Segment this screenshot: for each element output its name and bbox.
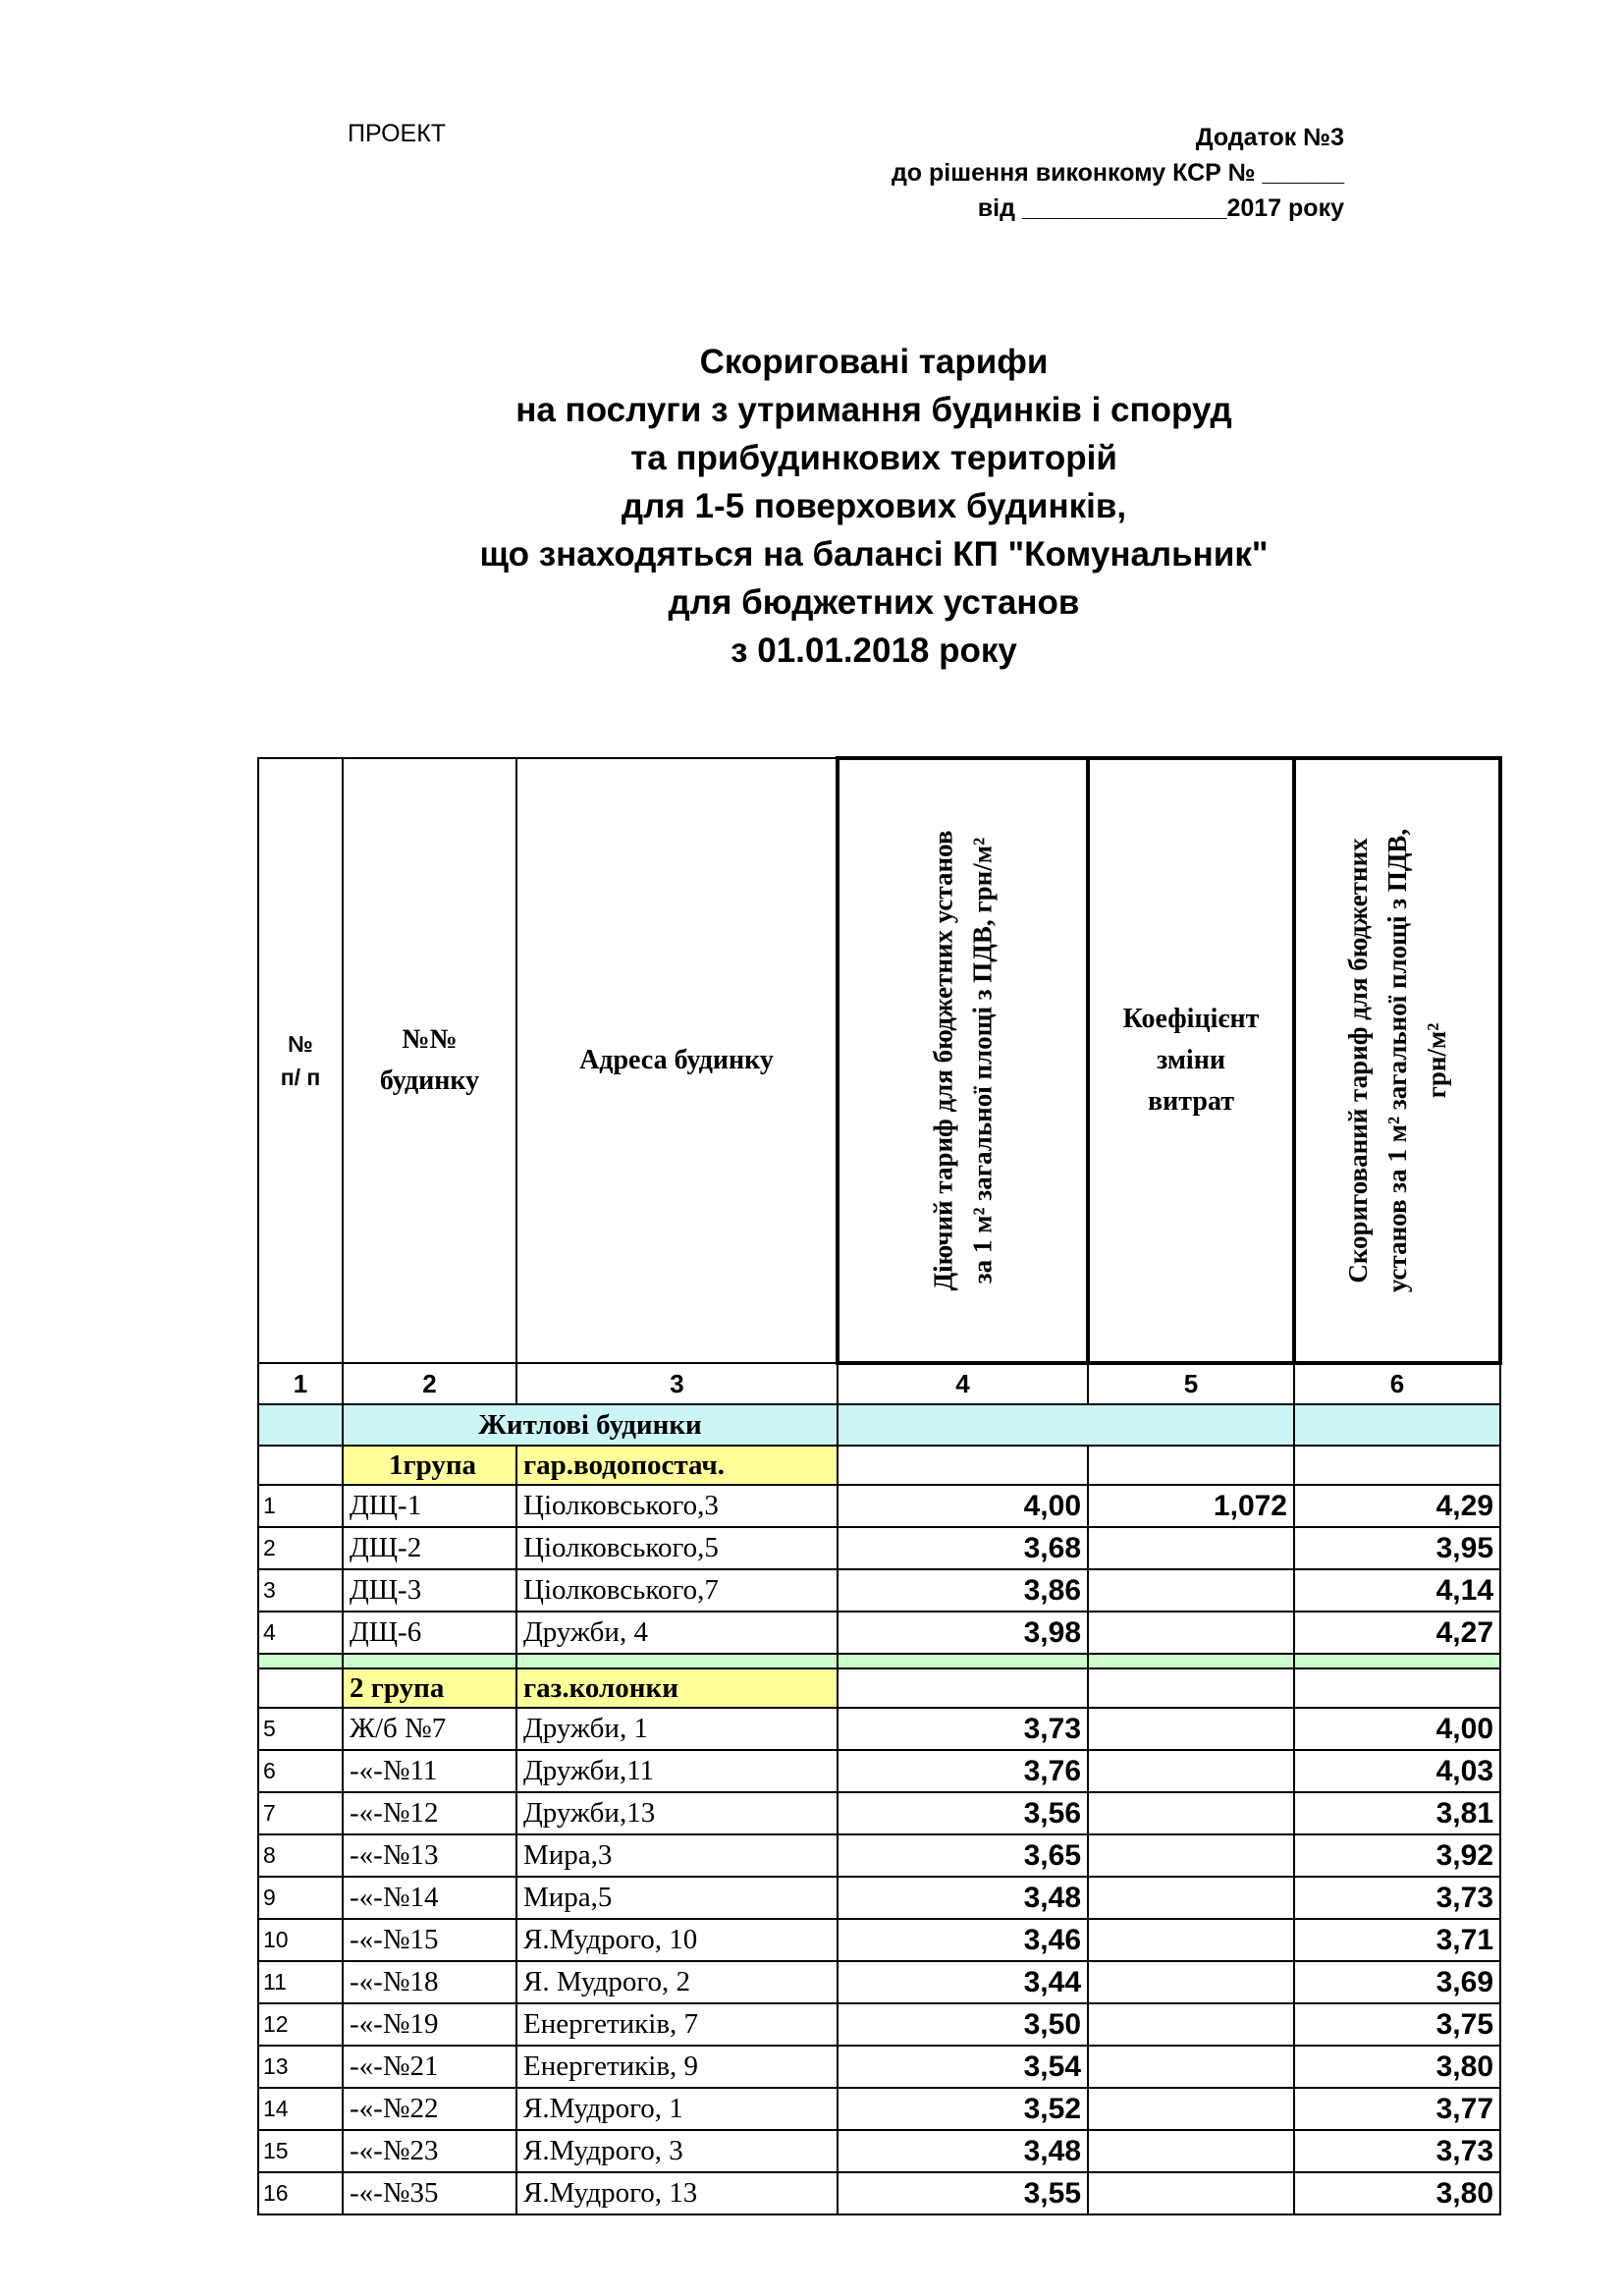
current-tariff-cell: 3,65 <box>838 1834 1088 1877</box>
title-line-3: та прибудинкових територій <box>630 439 1117 477</box>
address-cell: Я.Мудрого, 10 <box>516 1919 838 1961</box>
row-number-cell: 6 <box>258 1750 343 1792</box>
header-adjusted-tariff-line1: Скоригований тариф для бюджетних <box>1343 838 1374 1284</box>
house-number-cell: ДЩ-3 <box>343 1569 516 1612</box>
current-tariff-cell: 3,73 <box>838 1708 1088 1750</box>
table-row <box>258 1877 1500 1919</box>
coefficient-cell <box>1088 1612 1294 1654</box>
house-number-cell: -«-№15 <box>343 1919 516 1961</box>
house-number-cell: ДЩ-2 <box>343 1527 516 1569</box>
current-tariff-cell: 3,52 <box>838 2088 1088 2130</box>
address-cell: Я.Мудрого, 1 <box>516 2088 838 2130</box>
address-cell: Дружби, 4 <box>516 1612 838 1654</box>
header-house-number <box>343 758 516 1363</box>
column-number: 1 <box>258 1363 343 1404</box>
header-row-number-line1: № <box>288 1031 313 1057</box>
current-tariff-cell: 3,55 <box>838 2172 1088 2214</box>
table-row <box>258 1527 1500 1569</box>
adjusted-tariff-cell: 3,95 <box>1294 1527 1500 1569</box>
header-coefficient-line1: Коефіцієнт <box>1122 1004 1260 1034</box>
draft-label: ПРОЕКТ <box>348 120 447 147</box>
address-cell: Ціолковського,3 <box>516 1485 838 1527</box>
table-row <box>258 1612 1500 1654</box>
header-current-tariff-line1: Діючий тариф для бюджетних установ <box>928 830 958 1291</box>
title-line-2: на послуги з утримання будинків і споруд <box>515 391 1232 429</box>
coefficient-cell <box>1088 1708 1294 1750</box>
appendix-reference <box>755 120 1344 226</box>
adjusted-tariff-cell: 3,77 <box>1294 2088 1500 2130</box>
table-row <box>258 1569 1500 1612</box>
adjusted-tariff-cell: 3,80 <box>1294 2172 1500 2214</box>
address-cell: Дружби,13 <box>516 1792 838 1834</box>
row-number-cell: 7 <box>258 1792 343 1834</box>
table-row <box>258 1961 1500 2003</box>
row-number-cell: 12 <box>258 2003 343 2046</box>
group-row <box>258 1446 1500 1485</box>
table-header-row <box>258 758 1500 1363</box>
coefficient-cell <box>1088 1750 1294 1792</box>
document-title <box>0 338 1624 675</box>
adjusted-tariff-cell: 3,75 <box>1294 2003 1500 2046</box>
adjusted-tariff-cell: 3,71 <box>1294 1919 1500 1961</box>
coefficient-cell: 1,072 <box>1088 1485 1294 1527</box>
house-number-cell: -«-№13 <box>343 1834 516 1877</box>
table-row <box>258 2088 1500 2130</box>
group-separator-row <box>258 1654 1500 1668</box>
house-number-cell: -«-№12 <box>343 1792 516 1834</box>
coefficient-cell <box>1088 1792 1294 1834</box>
column-number: 3 <box>516 1363 838 1404</box>
adjusted-tariff-cell: 3,80 <box>1294 2046 1500 2088</box>
tariff-table <box>257 756 1502 2215</box>
address-cell: Ціолковського,5 <box>516 1527 838 1569</box>
current-tariff-cell: 3,44 <box>838 1961 1088 2003</box>
header-coefficient-line3: витрат <box>1148 1086 1234 1117</box>
header-row-number-line2: п/ п <box>280 1065 321 1090</box>
row-number-cell: 14 <box>258 2088 343 2130</box>
current-tariff-cell: 3,86 <box>838 1569 1088 1612</box>
adjusted-tariff-cell: 4,29 <box>1294 1485 1500 1527</box>
table-row <box>258 2130 1500 2172</box>
current-tariff-cell: 4,00 <box>838 1485 1088 1527</box>
row-number-cell: 9 <box>258 1877 343 1919</box>
column-number-row <box>258 1363 1500 1404</box>
title-line-4: для 1-5 поверхових будинків, <box>621 487 1127 525</box>
address-cell: Ціолковського,7 <box>516 1569 838 1612</box>
house-number-cell: -«-№35 <box>343 2172 516 2214</box>
header-house-number-line2: будинку <box>379 1066 480 1096</box>
row-number-cell: 16 <box>258 2172 343 2214</box>
header-coefficient-line2: зміни <box>1157 1045 1225 1075</box>
table-row <box>258 1708 1500 1750</box>
row-number-cell: 11 <box>258 1961 343 2003</box>
header-adjusted-tariff-line3: грн/м² <box>1422 1022 1452 1099</box>
table-row <box>258 2172 1500 2214</box>
adjusted-tariff-cell: 3,73 <box>1294 1877 1500 1919</box>
table-row <box>258 2003 1500 2046</box>
address-cell: Енергетиків, 9 <box>516 2046 838 2088</box>
address-cell: Дружби,11 <box>516 1750 838 1792</box>
column-number: 6 <box>1294 1363 1500 1404</box>
adjusted-tariff-cell: 3,92 <box>1294 1834 1500 1877</box>
current-tariff-cell: 3,50 <box>838 2003 1088 2046</box>
appendix-decision: до рішення виконкому КСР № ______ <box>891 159 1344 187</box>
header-current-tariff-line2: за 1 м² загальної площі з ПДВ, грн/м² <box>967 837 998 1285</box>
address-cell: Дружби, 1 <box>516 1708 838 1750</box>
table-row <box>258 2046 1500 2088</box>
current-tariff-cell: 3,68 <box>838 1527 1088 1569</box>
header-address-label: Адреса будинку <box>579 1045 774 1075</box>
coefficient-cell <box>1088 1569 1294 1612</box>
coefficient-cell <box>1088 2130 1294 2172</box>
coefficient-cell <box>1088 1527 1294 1569</box>
current-tariff-cell: 3,54 <box>838 2046 1088 2088</box>
title-line-5: що знаходяться на балансі КП "Комунальник" <box>479 535 1269 574</box>
row-number-cell: 13 <box>258 2046 343 2088</box>
appendix-number: Додаток №3 <box>1195 124 1344 151</box>
house-number-cell: Ж/б №7 <box>343 1708 516 1750</box>
title-line-6: для бюджетних установ <box>668 583 1080 622</box>
row-number-cell: 1 <box>258 1485 343 1527</box>
table-row <box>258 1919 1500 1961</box>
adjusted-tariff-cell: 4,27 <box>1294 1612 1500 1654</box>
group-type: газ.колонки <box>516 1668 838 1708</box>
adjusted-tariff-cell: 3,81 <box>1294 1792 1500 1834</box>
column-number: 5 <box>1088 1363 1294 1404</box>
row-number-cell: 15 <box>258 2130 343 2172</box>
header-adjusted-tariff <box>1294 758 1500 1363</box>
house-number-cell: -«-№18 <box>343 1961 516 2003</box>
table-row <box>258 1485 1500 1527</box>
group-type: гар.водопостач. <box>516 1446 838 1485</box>
row-number-cell: 8 <box>258 1834 343 1877</box>
row-number-cell: 2 <box>258 1527 343 1569</box>
column-number: 2 <box>343 1363 516 1404</box>
appendix-date: від _______________2017 року <box>977 194 1344 222</box>
header-cost-coefficient <box>1088 758 1294 1363</box>
table-row <box>258 1834 1500 1877</box>
header-house-number-line1: №№ <box>402 1024 458 1055</box>
address-cell: Я.Мудрого, 3 <box>516 2130 838 2172</box>
row-number-cell: 4 <box>258 1612 343 1654</box>
current-tariff-cell: 3,46 <box>838 1919 1088 1961</box>
coefficient-cell <box>1088 2003 1294 2046</box>
current-tariff-cell: 3,98 <box>838 1612 1088 1654</box>
adjusted-tariff-cell: 3,73 <box>1294 2130 1500 2172</box>
coefficient-cell <box>1088 2172 1294 2214</box>
address-cell: Я. Мудрого, 2 <box>516 1961 838 2003</box>
coefficient-cell <box>1088 1961 1294 2003</box>
house-number-cell: -«-№19 <box>343 2003 516 2046</box>
current-tariff-cell: 3,48 <box>838 1877 1088 1919</box>
house-number-cell: ДЩ-1 <box>343 1485 516 1527</box>
house-number-cell: -«-№21 <box>343 2046 516 2088</box>
adjusted-tariff-cell: 4,14 <box>1294 1569 1500 1612</box>
coefficient-cell <box>1088 1877 1294 1919</box>
table-row <box>258 1792 1500 1834</box>
group-label: 1група <box>343 1446 516 1485</box>
address-cell: Мира,3 <box>516 1834 838 1877</box>
adjusted-tariff-cell: 4,03 <box>1294 1750 1500 1792</box>
house-number-cell: -«-№14 <box>343 1877 516 1919</box>
current-tariff-cell: 3,56 <box>838 1792 1088 1834</box>
group-label: 2 група <box>343 1668 516 1708</box>
section-title: Житлові будинки <box>343 1404 838 1446</box>
row-number-cell: 3 <box>258 1569 343 1612</box>
row-number-cell: 10 <box>258 1919 343 1961</box>
title-line-1: Скориговані тарифи <box>699 343 1049 381</box>
house-number-cell: -«-№11 <box>343 1750 516 1792</box>
address-cell: Мира,5 <box>516 1877 838 1919</box>
header-adjusted-tariff-line2: установ за 1 м² загальної площі з ПДВ, <box>1382 828 1413 1293</box>
address-cell: Енергетиків, 7 <box>516 2003 838 2046</box>
title-line-7: з 01.01.2018 року <box>731 631 1017 670</box>
row-number-cell: 5 <box>258 1708 343 1750</box>
house-number-cell: -«-№22 <box>343 2088 516 2130</box>
header-row-number <box>258 758 343 1363</box>
header-current-tariff <box>838 758 1088 1363</box>
house-number-cell: -«-№23 <box>343 2130 516 2172</box>
coefficient-cell <box>1088 2088 1294 2130</box>
section-row <box>258 1404 1500 1446</box>
coefficient-cell <box>1088 2046 1294 2088</box>
adjusted-tariff-cell: 4,00 <box>1294 1708 1500 1750</box>
address-cell: Я.Мудрого, 13 <box>516 2172 838 2214</box>
column-number: 4 <box>838 1363 1088 1404</box>
current-tariff-cell: 3,48 <box>838 2130 1088 2172</box>
header-address <box>516 758 838 1363</box>
adjusted-tariff-cell: 3,69 <box>1294 1961 1500 2003</box>
current-tariff-cell: 3,76 <box>838 1750 1088 1792</box>
table-row <box>258 1750 1500 1792</box>
house-number-cell: ДЩ-6 <box>343 1612 516 1654</box>
coefficient-cell <box>1088 1919 1294 1961</box>
coefficient-cell <box>1088 1834 1294 1877</box>
group-row <box>258 1668 1500 1708</box>
